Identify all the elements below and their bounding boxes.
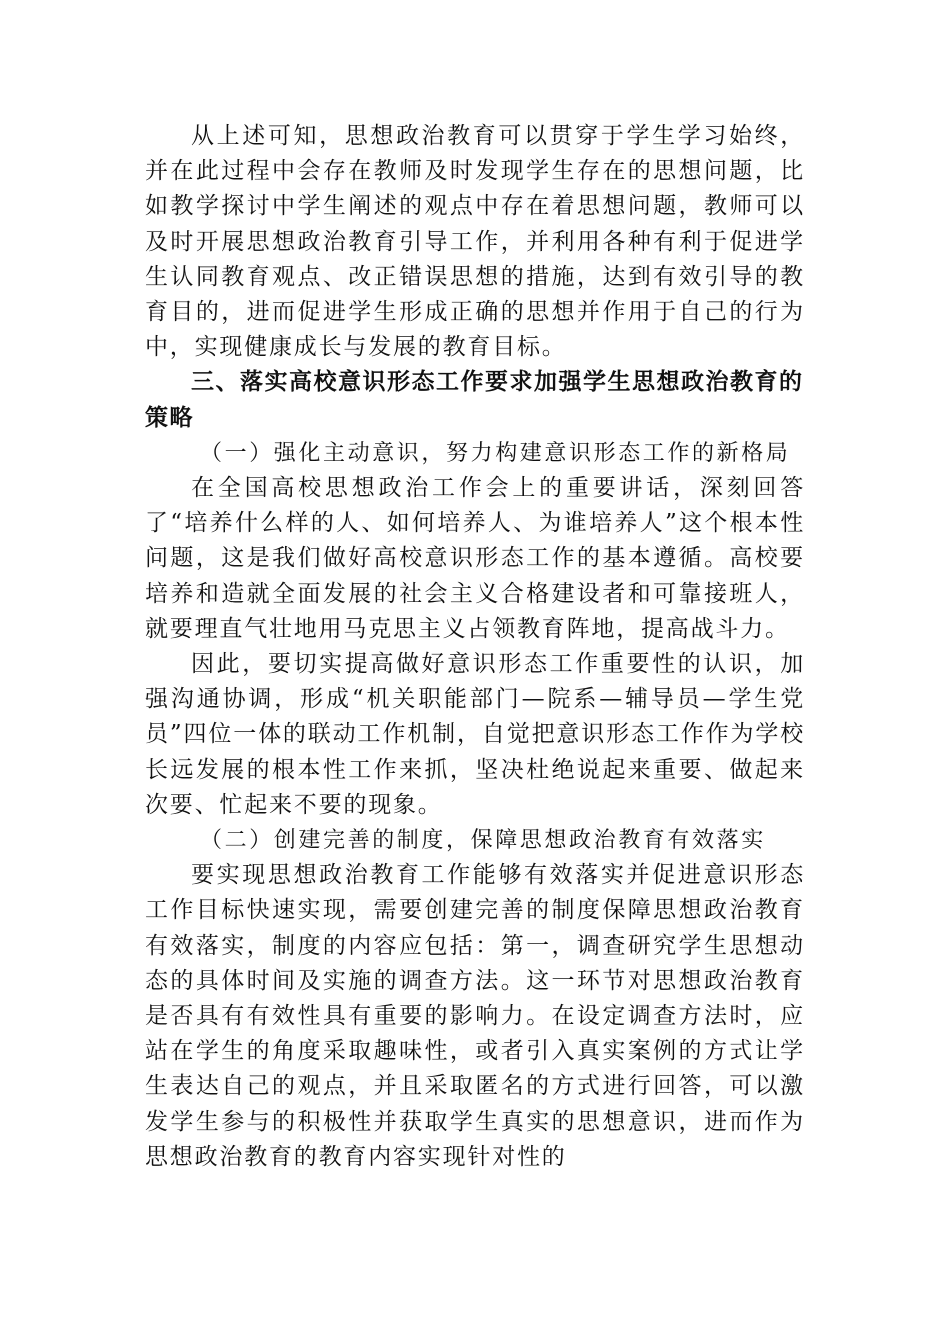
paragraph-mechanism: 因此，要切实提高做好意识形态工作重要性的认识，加强沟通协调，形成“机关职能部门—院系—辅导员—学生党员”四位一体的联动工作机制，自觉把意识形态工作作为学校长远发展的根本性工作来抓，坚决杜绝说起来重要、做起来次要、忙起来不要的现象。 (145, 651, 805, 818)
subsection-heading-2: （二）创建完善的制度，保障思想政治教育有效落实 (200, 828, 766, 854)
subsection-heading-1: （一）强化主动意识，努力构建意识形态工作的新格局 (200, 440, 791, 466)
section-heading-3: 三、落实高校意识形态工作要求加强学生思想政治教育的策略 (145, 369, 804, 431)
paragraph-conclusion: 从上述可知，思想政治教育可以贯穿于学生学习始终，并在此过程中会存在教师及时发现学生存在的思想问题，比如教学探讨中学生阐述的观点中存在着思想问题，教师可以及时开展思想政治教育引导工作，并利用各种有利于促进学生认同教育观点、改正错误思想的措施，达到有效引导的教育目的，进而促进学生形成正确的思想并作用于自己的行为中，实现健康成长与发展的教育目标。 (145, 123, 805, 361)
paragraph-system: 要实现思想政治教育工作能够有效落实并促进意识形态工作目标快速实现，需要创建完善的制度保障思想政治教育有效落实，制度的内容应包括：第一，调查研究学生思想动态的具体时间及实施的调查方法。这一环节对思想政治教育是否具有有效性具有重要的影响力。在设定调查方法时，应站在学生的角度采取趣味性，或者引入真实案例的方式让学生表达自己的观点，并且采取匿名的方式进行回答，可以激发学生参与的积极性并获取学生真实的思想意识，进而作为思想政治教育的教育内容实现针对性的 (145, 862, 805, 1170)
document-page (145, 119, 805, 1175)
paragraph-speech: 在全国高校思想政治工作会上的重要讲话，深刻回答了“培养什么样的人、如何培养人、为谁培养人”这个根本性问题，这是我们做好高校意识形态工作的基本遵循。高校要培养和造就全面发展的社会主义合格建设者和可靠接班人，就要理直气壮地用马克思主义占领教育阵地，提高战斗力。 (145, 475, 805, 642)
